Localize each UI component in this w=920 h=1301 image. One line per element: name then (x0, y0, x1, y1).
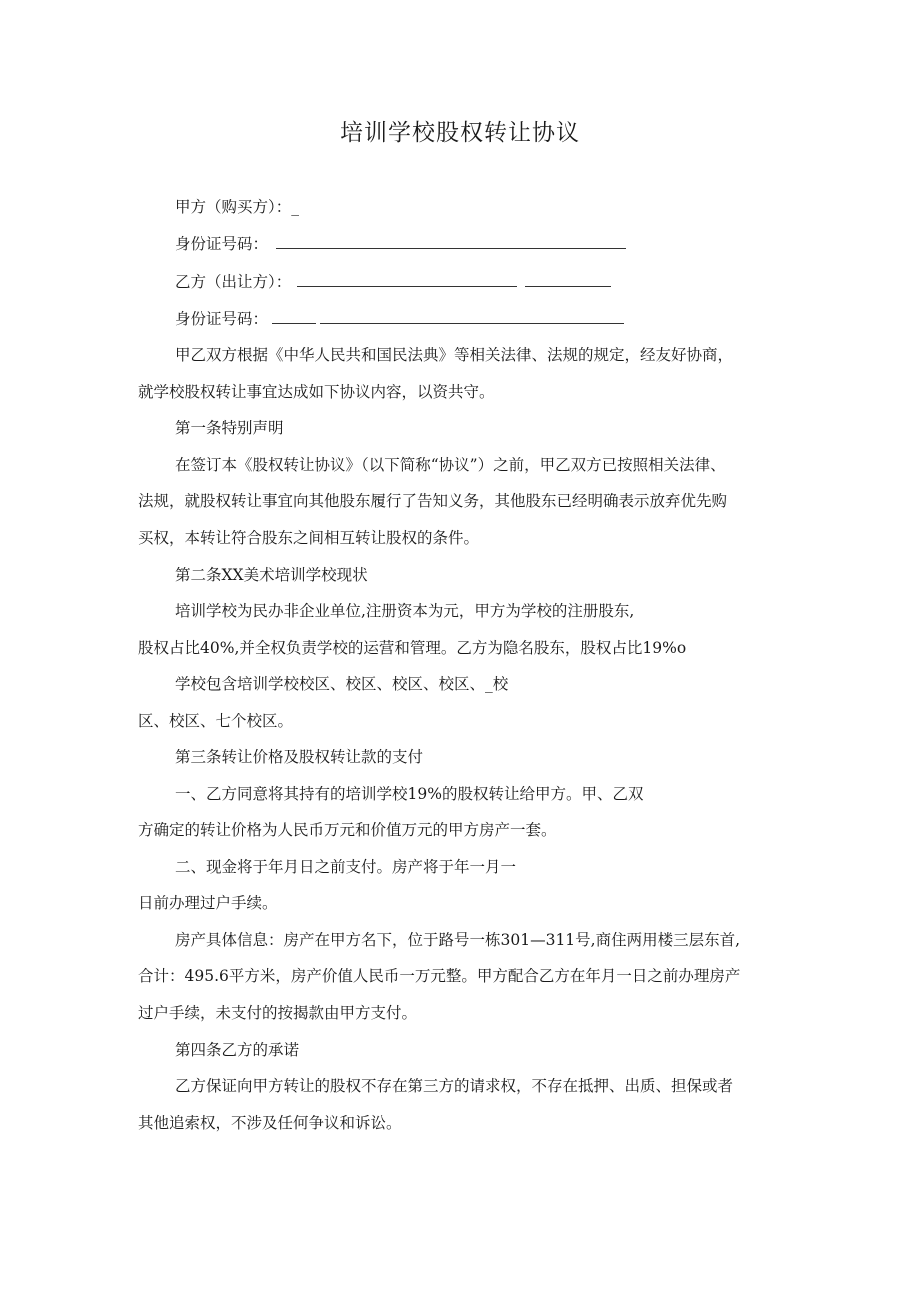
article-3-p2-line-1: 二、现金将于年月日之前支付。房产将于年一月一 (175, 858, 517, 876)
article-3-p2-line-2: 日前办理过户手续。 (138, 894, 278, 912)
party-b-id-line (175, 309, 624, 329)
article-2-line-1: 培训学校为民办非企业单位,注册资本为元，甲方为学校的注册股东, (175, 602, 635, 620)
party-b-label: 乙方（出让方）： (175, 273, 292, 291)
article-3-p3-line-1: 房产具体信息：房产在甲方名下，位于路号一栋301—311号,商住两用楼三层东首, (175, 931, 741, 949)
party-a-line (175, 197, 299, 217)
article-2-heading: 第二条XX美术培训学校现状 (175, 566, 368, 584)
party-b-id-label: 身份证号码： (175, 310, 269, 328)
party-b-line (175, 272, 611, 292)
article-2-line-2: 股权占比40%,并全权负责学校的运营和管理。乙方为隐名股东，股权占比19%o (138, 639, 687, 657)
party-a-label: 甲方（购买方）：_ (175, 198, 300, 216)
intro-line-2: 就学校股权转让事宜达成如下协议内容，以资共守。 (138, 383, 495, 401)
article-2-line-4: 区、校区、七个校区。 (138, 712, 294, 730)
party-b-name-blank (297, 272, 517, 287)
article-4-heading: 第四条乙方的承诺 (175, 1041, 300, 1059)
party-a-id-blank (276, 234, 626, 249)
article-3-p3-line-3: 过户手续，未支付的按揭款由甲方支付。 (138, 1004, 418, 1022)
party-a-id-line (175, 234, 626, 254)
article-3-p3-line-2: 合计：495.6平方米，房产价值人民币一万元整。甲方配合乙方在年月一日之前办理房产 (138, 967, 741, 985)
article-1-line-3: 买权，本转让符合股东之间相互转让股权的条件。 (138, 529, 480, 547)
article-1-line-1: 在签订本《股权转让协议》（以下简称“协议”）之前，甲乙双方已按照相关法律、 (175, 456, 726, 474)
article-3-p1-line-1: 一、乙方同意将其持有的培训学校19%的股权转让给甲方。甲、乙双 (175, 785, 644, 803)
party-a-id-label: 身份证号码： (175, 235, 269, 253)
party-b-id-blank-2 (320, 309, 624, 324)
article-4-line-1: 乙方保证向甲方转让的股权不存在第三方的请求权，不存在抵押、出质、担保或者 (175, 1077, 734, 1095)
article-1-heading: 第一条特别声明 (175, 419, 284, 437)
article-4-line-2: 其他追索权，不涉及任何争议和诉讼。 (138, 1114, 402, 1132)
document-title: 培训学校股权转让协议 (340, 120, 580, 146)
article-2-line-3: 学校包含培训学校校区、校区、校区、校区、_校 (175, 675, 509, 693)
article-3-heading: 第三条转让价格及股权转让款的支付 (175, 748, 424, 766)
article-3-p1-line-2: 方确定的转让价格为人民币万元和价值万元的甲方房产一套。 (138, 821, 557, 839)
party-b-name-blank-2 (525, 272, 611, 287)
article-1-line-2: 法规，就股权转让事宜向其他股东履行了告知义务，其他股东已经明确表示放弃优先购 (138, 492, 728, 510)
intro-line-1: 甲乙双方根据《中华人民共和国民法典》等相关法律、法规的规定，经友好协商， (175, 346, 734, 364)
party-b-id-blank-1 (272, 309, 316, 324)
